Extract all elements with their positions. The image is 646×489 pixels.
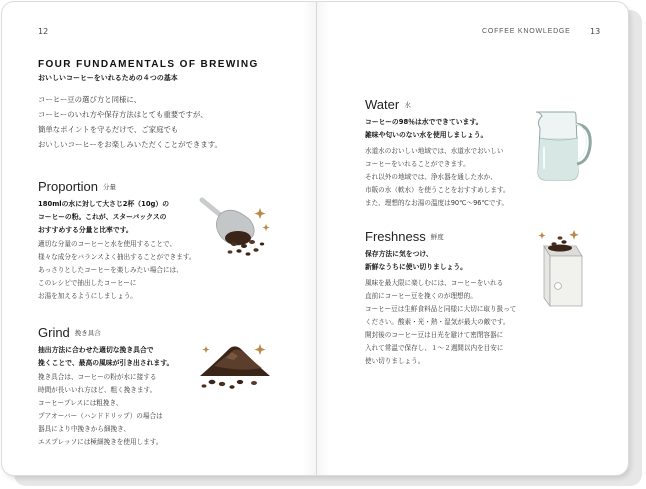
lead-line: 雑味や匂いのない水を使用しましょう。 (365, 131, 488, 139)
body-line: 水道水のおいしい地域では、水道水でおいしい (365, 147, 504, 155)
body-line: プアオーバー（ハンドドリップ）の場合は (38, 412, 163, 420)
section-heading-en: Grind (38, 325, 70, 340)
lead-line: 180mlの水に対して大さじ2杯（10g）の (38, 200, 170, 208)
section-proportion (38, 176, 196, 303)
page-number-left: 12 (38, 27, 49, 36)
lead-line: おすすめする分量と比率です。 (38, 226, 133, 234)
section-heading-jp: 挽き具合 (74, 329, 101, 337)
lead-line: コーヒーの98％は水でできています。 (365, 118, 483, 126)
body-line: それ以外の地域では、浄水器を通した水か、 (365, 173, 497, 181)
body-line: 直前にコーヒー豆を挽くのが理想的。 (365, 292, 477, 300)
section-heading (365, 94, 510, 113)
section-heading-en: Water (365, 97, 400, 112)
body-line: 使い切りましょう。 (365, 357, 425, 365)
body-line: 入れて常温で保存し、１〜２週間以内を目安に (365, 344, 504, 352)
body-line: 様々な成分をバランスよく抽出することができます。 (38, 253, 196, 261)
section-lead (365, 248, 516, 274)
running-head: COFFEE KNOWLEDGE (482, 28, 571, 35)
section-heading-jp: 分量 (102, 183, 116, 191)
page-number-right: 13 (590, 27, 601, 36)
section-lead (38, 198, 196, 237)
body-line: お湯を加えるようにしましょう。 (38, 292, 137, 300)
section-body (365, 277, 516, 368)
water-pitcher-icon (530, 108, 594, 184)
lead-line: 保存方法に気をつけ、 (365, 250, 433, 258)
body-line: 挽き具合は、コーヒーの粉が水に接する (38, 373, 157, 381)
lead-line: 新鮮なうちに使い切りましょう。 (365, 263, 467, 271)
lead-line: 抽出方法に合わせた適切な挽き具合で (38, 346, 154, 354)
body-line: コーヒープレスには粗挽き、 (38, 399, 123, 407)
body-line: あっさりとしたコーヒーを楽しみたい場合には、 (38, 266, 183, 274)
section-lead (38, 344, 173, 370)
section-water (365, 94, 510, 210)
book-spread (2, 2, 628, 475)
section-heading-en: Proportion (38, 179, 98, 194)
lead-line: コーヒーの粉。これが、スターバックスの (38, 213, 167, 221)
body-line: 市販の水（軟水）を使うことをおすすめします。 (365, 186, 510, 194)
body-line: コーヒーをいれることができます。 (365, 160, 470, 168)
body-line: 風味を最大限に楽しむには、コーヒーをいれる (365, 279, 504, 287)
body-line: このレシピで抽出したコーヒーに (38, 279, 137, 287)
body-line: 適切な分量のコーヒーと水を使用することで、 (38, 240, 177, 248)
intro-line: 簡単なポイントを守るだけで、ご家庭でも (38, 125, 179, 134)
intro-line: おいしいコーヒーをお楽しみいただくことができます。 (38, 140, 222, 149)
intro-line: コーヒーのいれ方や保存方法はとても重要ですが、 (38, 110, 208, 119)
ground-coffee-icon (196, 336, 274, 390)
body-line: 器具により中挽きから細挽き、 (38, 425, 131, 433)
section-heading (365, 226, 516, 245)
page-title: FOUR FUNDAMENTALS OF BREWING (38, 59, 259, 70)
section-heading (38, 322, 173, 341)
body-line: エスプレッソには極細挽きを使用します。 (38, 438, 163, 446)
section-lead (365, 116, 510, 142)
body-line: 時間が長いいれ方ほど、粗く挽きます。 (38, 386, 157, 394)
section-heading-jp: 鮮度 (430, 233, 444, 241)
section-heading (38, 176, 196, 195)
section-freshness (365, 226, 516, 368)
body-line: また、理想的なお湯の温度は90℃〜96℃です。 (365, 199, 509, 207)
section-body (38, 371, 173, 449)
intro-paragraph (38, 92, 222, 152)
body-line: ください。酸素・光・熱・湿気が最大の敵です。 (365, 318, 510, 326)
coffee-scoop-icon (194, 194, 272, 262)
lead-line: 挽くことで、最高の風味が引き出されます。 (38, 359, 174, 367)
section-body (365, 145, 510, 210)
book-spine (316, 2, 317, 475)
body-line: コーヒー豆は生鮮食料品と同様に大切に取り扱って (365, 305, 517, 313)
coffee-bag-icon (534, 224, 590, 314)
intro-line: コーヒー豆の選び方と同様に、 (38, 95, 142, 104)
section-body (38, 238, 196, 303)
section-heading-en: Freshness (365, 229, 426, 244)
section-grind (38, 322, 173, 449)
page-subtitle: おいしいコーヒーをいれるための４つの基本 (38, 74, 178, 82)
section-heading-jp: 水 (404, 101, 411, 109)
body-line: 開封後のコーヒー豆は日光を避けて密閉容器に (365, 331, 504, 339)
